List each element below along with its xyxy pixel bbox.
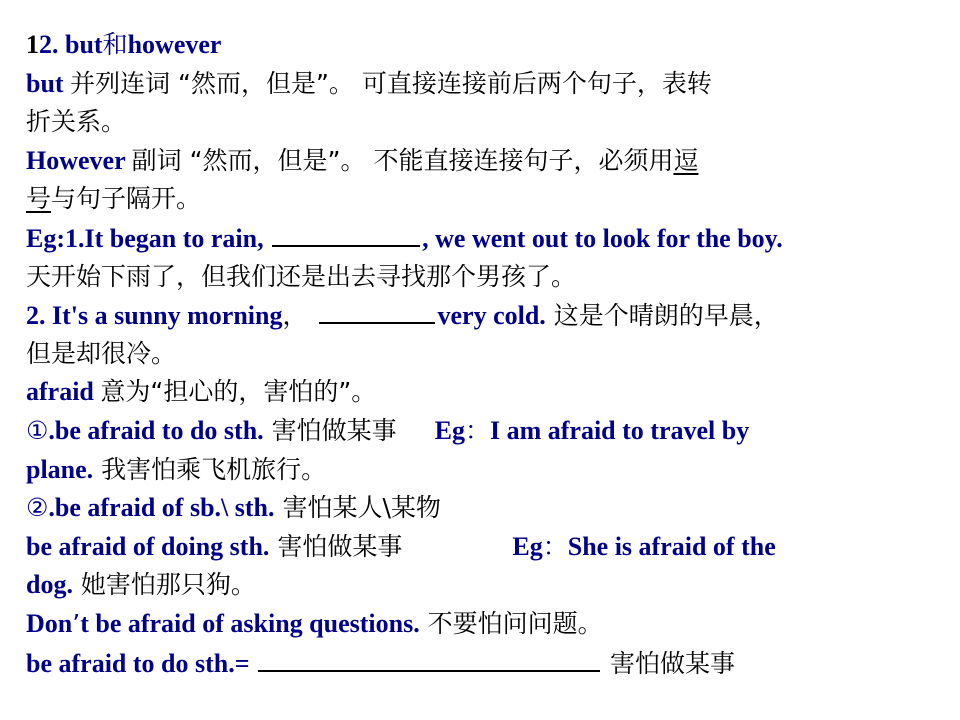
usage-1-phrase: .be afraid to do sth. <box>48 415 264 445</box>
usage-1-line-2 <box>26 451 946 490</box>
example-1-blank <box>272 219 420 247</box>
example-2-translation-line <box>26 335 946 374</box>
usage-2-line <box>26 489 946 528</box>
usage-3-line-2 <box>26 566 946 605</box>
but-explanation-cont: 折关系。 <box>26 107 127 137</box>
but-word: but <box>26 68 71 98</box>
usage-3-eg-colon: ： <box>542 531 568 561</box>
example-2-line <box>26 296 946 335</box>
usage-3-line <box>26 528 946 567</box>
usage-3-translation: 她害怕那只狗。 <box>72 570 256 600</box>
usage-3-eg: Eg <box>512 531 543 561</box>
equivalence-phrase: be afraid to do sth.= <box>26 648 257 678</box>
example-1-translation: 天开始下雨了，但我们还是出去寻找那个男孩了。 <box>26 261 577 291</box>
usage-1-meaning: 害怕做某事 <box>263 415 397 445</box>
example-1-part-b: , we went out to look for the boy. <box>422 223 783 253</box>
usage-1-translation: 我害怕乘飞机旅行。 <box>93 454 327 484</box>
example-1-line <box>26 219 946 258</box>
but-explanation: 并列连词 “然而，但是”。 可直接连接前后两个句子，表转 <box>70 68 712 98</box>
equivalence-meaning: 害怕做某事 <box>602 648 736 678</box>
usage-3-meaning: 害怕做某事 <box>269 531 403 561</box>
equivalence-line <box>26 644 946 683</box>
however-word: However <box>26 145 132 175</box>
usage-1-example-cont: plane. <box>26 454 94 484</box>
apostrophe: ’ <box>72 608 81 638</box>
however-explanation-cont: 与句子隔开。 <box>51 184 202 214</box>
usage-1-line <box>26 412 946 451</box>
however-definition-line-2 <box>26 180 946 219</box>
usage-1-eg-colon: ： <box>464 415 490 445</box>
example-2-blank <box>319 296 435 324</box>
heading-line <box>26 26 946 65</box>
usage-3-example-cont: dog. <box>26 570 73 600</box>
usage-2-phrase: .be afraid of sb.\ sth. <box>48 493 275 523</box>
usage-3-phrase: be afraid of doing sth. <box>26 531 270 561</box>
heading-connector: 和 <box>102 30 128 59</box>
dont-be-afraid-line <box>26 605 946 644</box>
but-definition-line-2 <box>26 103 946 142</box>
afraid-word: afraid <box>26 377 101 407</box>
dont-sentence: t be afraid of asking questions. <box>80 608 420 638</box>
equivalence-blank-2 <box>498 644 600 672</box>
circled-one-icon: ① <box>26 415 49 445</box>
dont-word: Don <box>26 608 73 638</box>
dont-translation: 不要怕问问题。 <box>419 608 603 638</box>
example-2-translation-cont: 但是却很冷。 <box>26 338 177 368</box>
usage-1-example: I am afraid to travel by <box>489 415 750 445</box>
usage-1-eg: Eg <box>434 415 465 445</box>
example-1-translation-line <box>26 258 946 297</box>
example-2-part-a: 2. It's a sunny morning <box>26 301 283 331</box>
but-definition-line <box>26 65 946 104</box>
comma-word-underlined-2: 号 <box>26 184 52 214</box>
heading-number-rest: 2. but <box>39 30 103 59</box>
afraid-definition-line <box>26 373 946 412</box>
example-1-part-a: Eg:1.It began to rain, <box>26 223 271 253</box>
heading-number-digit: 1 <box>26 30 39 59</box>
afraid-meaning: 意为“担心的，害怕的”。 <box>100 377 377 407</box>
example-2-translation: 这是个晴朗的早晨， <box>545 301 779 331</box>
usage-2-meaning: 害怕某人\某物 <box>274 493 441 523</box>
usage-3-example: She is afraid of the <box>567 531 776 561</box>
circled-two-icon: ② <box>26 493 49 523</box>
however-explanation: 副词 “然而，但是”。 不能直接连接句子，必须用 <box>131 145 674 175</box>
comma-word-underlined-1: 逗 <box>673 145 699 175</box>
heading-however: however <box>127 30 222 59</box>
equivalence-blank-1 <box>258 644 498 672</box>
slide-content <box>26 26 946 682</box>
example-2-comma: ， <box>282 301 308 331</box>
however-definition-line <box>26 142 946 181</box>
example-2-part-b: very cold. <box>437 301 546 331</box>
